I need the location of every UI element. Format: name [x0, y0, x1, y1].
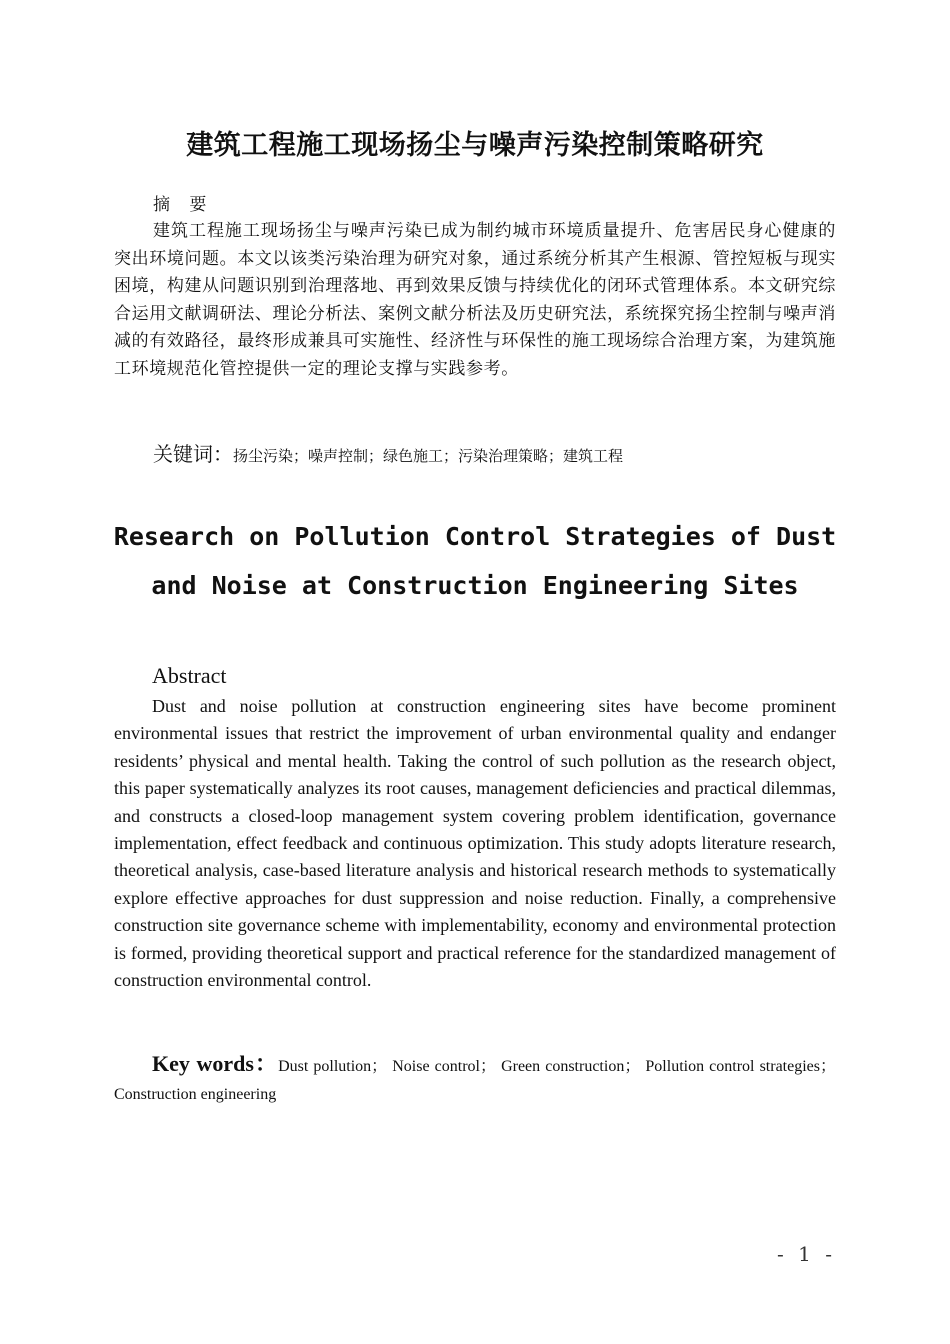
english-keywords: [114, 1050, 836, 1109]
chinese-keywords-label: 关键词：: [153, 442, 233, 466]
chinese-title: 建筑工程施工现场扬尘与噪声污染控制策略研究: [186, 130, 764, 161]
english-keywords-label: Key words：: [152, 1051, 279, 1076]
chinese-abstract-heading: 摘 要: [153, 195, 207, 215]
page-number: - 1 -: [777, 1242, 836, 1266]
english-keywords-text: Dust pollution； Noise control； Green construction； Pollution control strategies；Construction engineering: [114, 1058, 836, 1103]
english-abstract-body: Dust and noise pollution at construction engineering sites have become prominent environmental issues that restrict the improvement of urban environmental quality and endanger residents’ physical and mental health. Taking the control of such pollution as the research object, this paper systematically analyzes its root causes, management deficiencies and practical dilemmas, and constructs a closed-loop management system covering problem identification, governance implementation, effect feedback and continuous optimization. This study adopts literature research, theoretical analysis, case-based literature analysis and historical research methods to systematically explore effective approaches for dust suppression and noise reduction. Finally, a comprehensive construction site governance scheme with implementability, economy and environmental protection is formed, providing theoretical support and practical reference for the standardized management of construction environmental control.: [114, 696, 836, 991]
english-title-line-1: Research on Pollution Control Strategies of Dust: [113, 522, 837, 551]
chinese-keywords-text: 扬尘污染；噪声控制；绿色施工；污染治理策略；建筑工程: [233, 447, 624, 465]
chinese-keywords: [153, 438, 623, 472]
english-title: [80, 512, 870, 610]
english-title-line-2: and Noise at Construction Engineering Sites: [151, 571, 799, 600]
chinese-abstract-body: 建筑工程施工现场扬尘与噪声污染已成为制约城市环境质量提升、危害居民身心健康的突出环境问题。本文以该类污染治理为研究对象，通过系统分析其产生根源、管控短板与现实困境，构建从问题识别到治理落地、再到效果反馈与持续优化的闭环式管理体系。本文研究综合运用文献调研法、理论分析法、案例文献分析法及历史研究法，系统探究扬尘控制与噪声消减的有效路径，最终形成兼具可实施性、经济性与环保性的施工现场综合治理方案，为建筑施工环境规范化管控提供一定的理论支撑与实践参考。: [114, 221, 836, 379]
english-abstract-heading: Abstract: [152, 663, 227, 688]
